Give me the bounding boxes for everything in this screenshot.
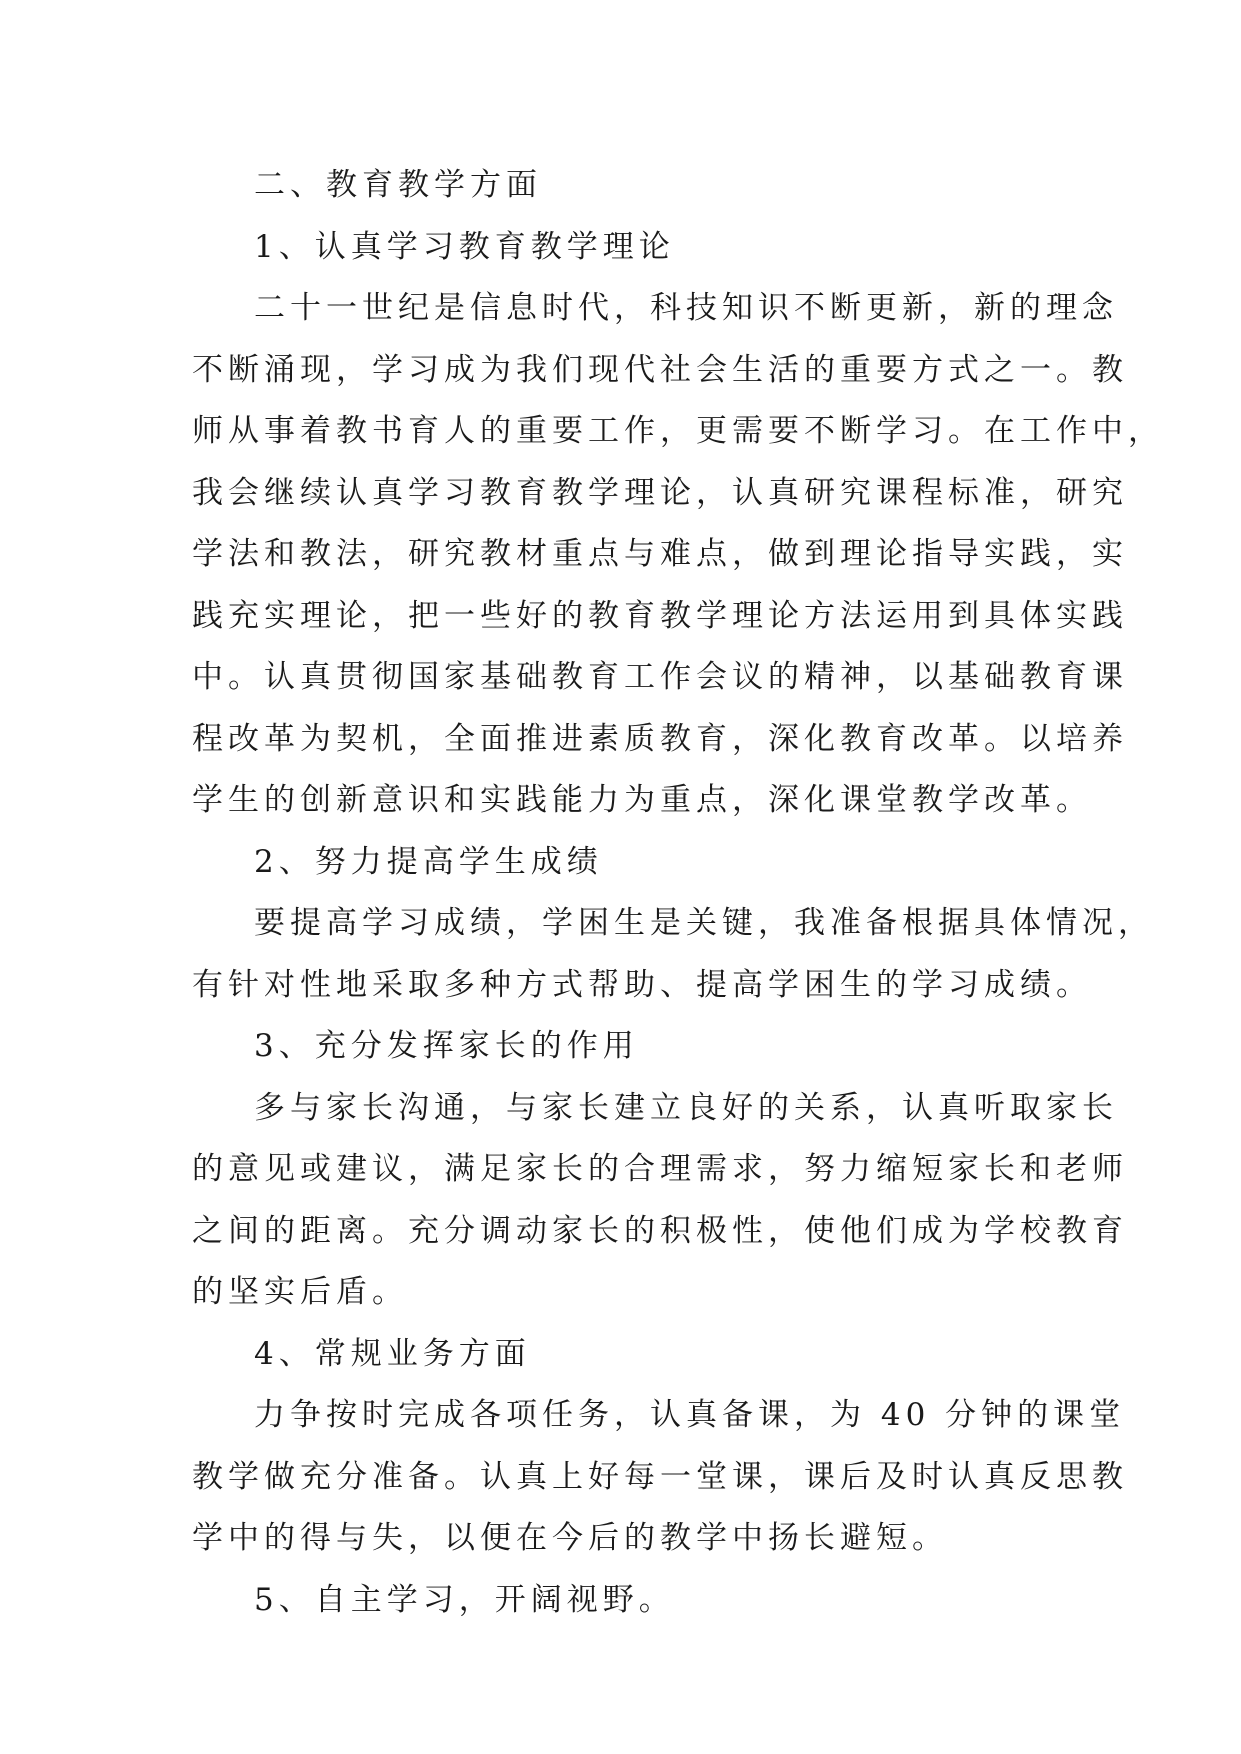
paragraph-line: 二十一世纪是信息时代，科技知识不断更新，新的理念 xyxy=(254,290,1118,326)
paragraph-line: 学生的创新意识和实践能力为重点，深化课堂教学改革。 xyxy=(192,782,1092,818)
paragraph-study-theory xyxy=(192,278,1164,832)
paragraph-routine-work xyxy=(192,1385,1128,1570)
paragraph-parents-role xyxy=(192,1078,1128,1324)
paragraph-line: 多与家长沟通，与家长建立良好的关系，认真听取家长 xyxy=(254,1089,1118,1126)
paragraph-line: 学中的得与失，以便在今后的教学中扬长避短。 xyxy=(192,1520,948,1556)
paragraph-line: 我会继续认真学习教育教学理论，认真研究课程标准，研究 xyxy=(192,474,1128,511)
paragraph-line: 的意见或建议，满足家长的合理需求，努力缩短家长和老师 xyxy=(192,1151,1128,1187)
subsection-heading: 4、常规业务方面 xyxy=(254,1335,531,1372)
subsection-heading: 3、充分发挥家长的作用 xyxy=(254,1028,639,1064)
paragraph-line: 有针对性地采取多种方式帮助、提高学困生的学习成绩。 xyxy=(192,966,1092,1003)
subsection-heading: 2、努力提高学生成绩 xyxy=(254,843,603,880)
paragraph-line: 力争按时完成各项任务，认真备课，为 40 分钟的课堂 xyxy=(254,1397,1126,1433)
paragraph-line: 学法和教法，研究教材重点与难点，做到理论指导实践，实 xyxy=(192,536,1128,572)
paragraph-line: 之间的距离。充分调动家长的积极性，使他们成为学校教育 xyxy=(192,1212,1128,1249)
document-body xyxy=(192,155,1164,1631)
subsection-heading: 1、认真学习教育教学理论 xyxy=(254,228,675,265)
paragraph-line: 践充实理论，把一些好的教育教学理论方法运用到具体实践 xyxy=(192,597,1128,634)
paragraph-line: 的坚实后盾。 xyxy=(192,1274,408,1310)
paragraph-line: 程改革为契机，全面推进素质教育，深化教育改革。以培养 xyxy=(192,720,1128,757)
paragraph-line: 师从事着教书育人的重要工作，更需要不断学习。在工作中， xyxy=(192,413,1164,449)
paragraph-line: 教学做充分准备。认真上好每一堂课，课后及时认真反思教 xyxy=(192,1458,1128,1495)
subsection-heading: 5、自主学习，开阔视野。 xyxy=(254,1581,675,1618)
paragraph-line: 要提高学习成绩，学困生是关键，我准备根据具体情况， xyxy=(254,905,1154,941)
paragraph-improve-grades xyxy=(192,893,1154,1016)
section-heading: 二、教育教学方面 xyxy=(254,167,542,203)
paragraph-line: 中。认真贯彻国家基础教育工作会议的精神，以基础教育课 xyxy=(192,659,1128,695)
paragraph-line: 不断涌现，学习成为我们现代社会生活的重要方式之一。教 xyxy=(192,351,1128,388)
